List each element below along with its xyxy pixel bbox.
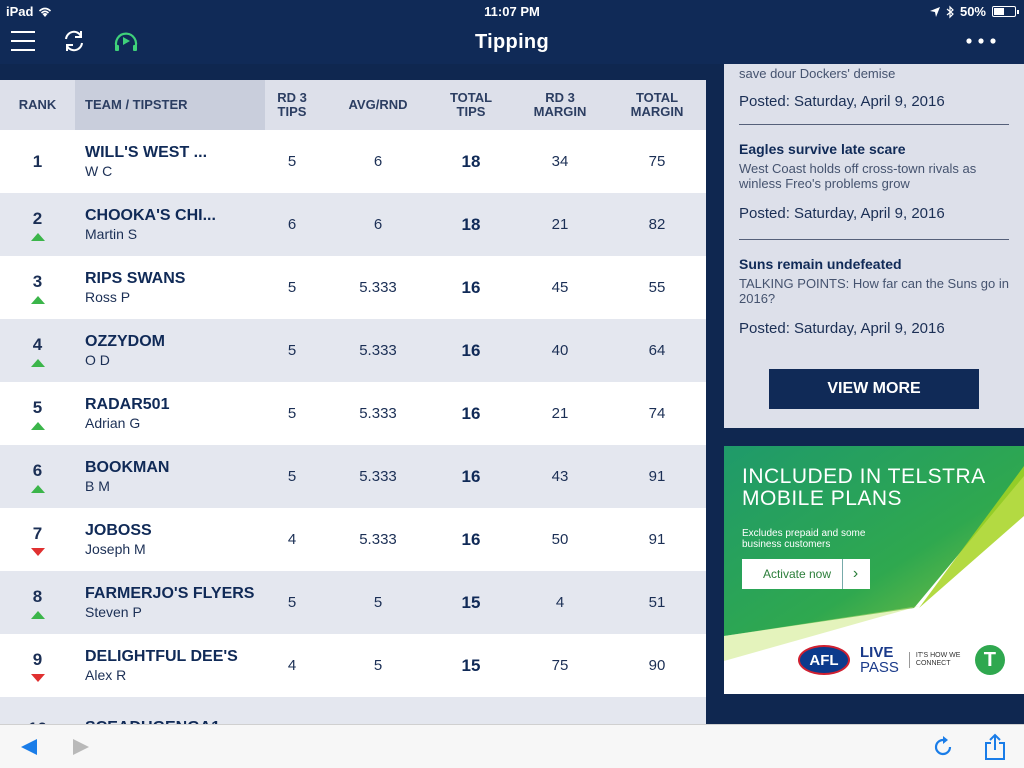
top-bar bbox=[0, 0, 1024, 64]
tipster-name: Joseph M bbox=[85, 541, 146, 557]
header-avg[interactable]: AVG/RND bbox=[348, 97, 408, 112]
rank-number: 3 bbox=[32, 271, 43, 291]
cell-rd-margin: 45 bbox=[551, 279, 569, 296]
reload-icon[interactable] bbox=[928, 733, 958, 761]
location-icon bbox=[930, 7, 940, 17]
rank-number: 8 bbox=[32, 586, 43, 606]
cell-avg: 6 bbox=[373, 153, 383, 170]
cell-rd-margin: 34 bbox=[551, 153, 569, 170]
device-label: iPad bbox=[6, 4, 34, 19]
team-name: JOBOSS bbox=[85, 522, 152, 539]
cell-rd-margin: 4 bbox=[555, 594, 565, 611]
ad-subtext: Excludes prepaid and some business customers bbox=[742, 528, 866, 550]
forward-arrow-icon[interactable] bbox=[66, 733, 96, 761]
cell-rank bbox=[0, 634, 75, 697]
tipster-name: Alex R bbox=[85, 667, 127, 683]
news-item-fragment[interactable] bbox=[739, 62, 1009, 110]
cell-avg: 5 bbox=[373, 657, 383, 674]
cell-team bbox=[85, 130, 265, 193]
tipster-name: Adrian G bbox=[85, 415, 141, 431]
cell-avg: 5.333 bbox=[359, 342, 397, 359]
cell-total-margin: 91 bbox=[648, 531, 666, 548]
table-row[interactable] bbox=[0, 508, 706, 571]
rank-number: 5 bbox=[32, 397, 43, 417]
team-name: WILL'S WEST ... bbox=[85, 144, 208, 161]
team-name: RIPS SWANS bbox=[85, 270, 186, 287]
cell-total-tips: 16 bbox=[461, 277, 481, 297]
table-row[interactable] bbox=[0, 193, 706, 256]
bluetooth-icon bbox=[946, 6, 954, 18]
trend-up-icon bbox=[31, 296, 45, 304]
cell-total-margin: 74 bbox=[648, 405, 666, 422]
cell-rd-tips: 5 bbox=[287, 153, 297, 170]
table-row[interactable] bbox=[0, 319, 706, 382]
table-row[interactable] bbox=[0, 634, 706, 697]
cell-total-tips: 16 bbox=[461, 340, 481, 360]
tipster-name: B M bbox=[85, 478, 110, 494]
cell-rank bbox=[0, 130, 75, 193]
pass-text: PASS bbox=[860, 659, 899, 676]
rank-number: 2 bbox=[32, 208, 43, 228]
news-posted: Posted: Saturday, April 9, 2016 bbox=[739, 93, 945, 110]
cell-rank bbox=[0, 571, 75, 634]
cell-rd-tips: 5 bbox=[287, 342, 297, 359]
header-rd-tips[interactable]: RD 3 TIPS bbox=[277, 90, 307, 119]
news-posted: Posted: Saturday, April 9, 2016 bbox=[739, 205, 945, 222]
table-header bbox=[0, 80, 706, 130]
cell-team bbox=[85, 382, 265, 445]
activate-now-label: Activate now bbox=[762, 567, 832, 581]
team-name: FARMERJO'S FLYERS bbox=[85, 585, 255, 602]
cell-rd-tips: 4 bbox=[287, 531, 297, 548]
cell-total-tips: 18 bbox=[461, 151, 481, 171]
cell-rd-margin: 75 bbox=[551, 657, 569, 674]
rank-number: 9 bbox=[32, 649, 43, 669]
share-icon[interactable] bbox=[980, 733, 1010, 761]
leaderboard-table bbox=[0, 64, 706, 724]
cell-rank bbox=[0, 445, 75, 508]
cell-team bbox=[85, 445, 265, 508]
cell-rd-tips: 5 bbox=[287, 468, 297, 485]
tipster-name: W C bbox=[85, 163, 113, 179]
status-bar bbox=[0, 0, 1024, 22]
cell-rank bbox=[0, 382, 75, 445]
cell-rd-margin: 21 bbox=[551, 216, 569, 233]
header-team[interactable]: TEAM / TIPSTER bbox=[75, 80, 265, 130]
cell-avg: 5.333 bbox=[359, 531, 397, 548]
ad-headline: INCLUDED IN TELSTRA MOBILE PLANS bbox=[742, 465, 985, 510]
cell-team bbox=[85, 256, 265, 319]
cell-avg: 5.333 bbox=[359, 279, 397, 296]
tipster-name: Ross P bbox=[85, 289, 131, 305]
table-row[interactable] bbox=[0, 130, 706, 193]
live-pass-logo bbox=[860, 645, 899, 675]
cell-total-tips: 16 bbox=[461, 529, 481, 549]
cell-total-tips: 15 bbox=[461, 655, 481, 675]
cell-total-margin: 75 bbox=[648, 153, 666, 170]
news-headline: Eagles survive late scare bbox=[739, 141, 906, 157]
cell-total-margin: 91 bbox=[648, 468, 666, 485]
cell-rd-margin: 43 bbox=[551, 468, 569, 485]
cell-total-margin: 82 bbox=[648, 216, 666, 233]
trend-up-icon bbox=[31, 359, 45, 367]
rank-number: 7 bbox=[32, 523, 43, 543]
team-name: OZZYDOM bbox=[85, 333, 165, 350]
cell-avg: 5 bbox=[373, 594, 383, 611]
divider bbox=[739, 124, 1009, 125]
cell-total-tips: 15 bbox=[461, 592, 481, 612]
trend-up-icon bbox=[31, 233, 45, 241]
cell-rd-margin: 40 bbox=[551, 342, 569, 359]
battery-percent: 50% bbox=[959, 4, 986, 19]
cell-total-tips: 18 bbox=[461, 214, 481, 234]
cell-team bbox=[85, 508, 265, 571]
tipster-name: Martin S bbox=[85, 226, 138, 242]
cell-total-margin: 55 bbox=[648, 279, 666, 296]
team-name: BOOKMAN bbox=[85, 459, 170, 476]
cell-rd-tips: 4 bbox=[287, 657, 297, 674]
cell-total-tips: 16 bbox=[461, 466, 481, 486]
ad-logos bbox=[798, 642, 1005, 678]
rank-number: 6 bbox=[32, 460, 43, 480]
table-row[interactable] bbox=[0, 571, 706, 634]
cell-avg: 5.333 bbox=[359, 468, 397, 485]
telstra-logo: T bbox=[975, 645, 1005, 675]
team-name: DELIGHTFUL DEE'S bbox=[85, 648, 238, 665]
news-desc: save dour Dockers' demise bbox=[739, 66, 896, 81]
cell-total-margin: 64 bbox=[648, 342, 666, 359]
cell-total-margin: 90 bbox=[648, 657, 666, 674]
table-top-spacer bbox=[0, 64, 706, 80]
header-rank[interactable]: RANK bbox=[18, 97, 57, 112]
cell-team bbox=[85, 571, 265, 634]
rank-number: 1 bbox=[32, 151, 43, 171]
header-rd-margin[interactable]: RD 3 MARGIN bbox=[533, 90, 587, 119]
battery-icon bbox=[992, 6, 1016, 17]
chevron-right-icon: › bbox=[842, 559, 868, 589]
cell-team bbox=[85, 193, 265, 256]
ad-tagline: IT'S HOW WE CONNECT bbox=[909, 652, 965, 668]
cell-rd-tips: 6 bbox=[287, 216, 297, 233]
cell-rank bbox=[0, 256, 75, 319]
news-headline: Suns remain undefeated bbox=[739, 256, 902, 272]
divider bbox=[739, 239, 1009, 240]
view-more-button[interactable]: VIEW MORE bbox=[769, 369, 979, 409]
tipster-name: O D bbox=[85, 352, 110, 368]
cell-avg: 5.333 bbox=[359, 405, 397, 422]
cell-total-margin: 51 bbox=[648, 594, 666, 611]
tipster-name: Steven P bbox=[85, 604, 142, 620]
cell-total-tips: 16 bbox=[461, 403, 481, 423]
afl-logo: AFL bbox=[798, 645, 850, 675]
rank-number: 4 bbox=[32, 334, 43, 354]
cell-avg: 6 bbox=[373, 216, 383, 233]
cell-rank bbox=[0, 319, 75, 382]
cell-team bbox=[85, 634, 265, 697]
table-row[interactable] bbox=[0, 445, 706, 508]
team-name: RADAR501 bbox=[85, 396, 170, 413]
telstra-ad-banner[interactable] bbox=[724, 446, 1024, 694]
table-row[interactable] bbox=[0, 382, 706, 445]
cell-rd-tips: 5 bbox=[287, 279, 297, 296]
cell-rd-tips: 5 bbox=[287, 405, 297, 422]
browser-toolbar bbox=[0, 724, 1024, 768]
clock: 11:07 PM bbox=[484, 4, 540, 19]
cell-rd-margin: 21 bbox=[551, 405, 569, 422]
battery-fill bbox=[994, 8, 1004, 15]
trend-up-icon bbox=[31, 422, 45, 430]
table-row[interactable] bbox=[0, 256, 706, 319]
back-arrow-icon[interactable] bbox=[14, 733, 44, 761]
header-total-margin[interactable]: TOTAL MARGIN bbox=[630, 90, 684, 119]
trend-down-icon bbox=[31, 548, 45, 556]
live-text: LIVE bbox=[860, 644, 894, 661]
news-panel bbox=[724, 64, 1024, 428]
activate-now-button[interactable] bbox=[742, 559, 870, 589]
news-desc: West Coast holds off cross-town rivals as winless Freo's problems grow bbox=[739, 161, 977, 191]
page-title: Tipping bbox=[475, 31, 549, 53]
cell-team bbox=[85, 319, 265, 382]
news-item[interactable] bbox=[739, 256, 1009, 337]
trend-down-icon bbox=[31, 674, 45, 682]
news-item[interactable] bbox=[739, 141, 1009, 222]
header-total-tips[interactable]: TOTAL TIPS bbox=[449, 90, 493, 119]
cell-rank bbox=[0, 508, 75, 571]
cell-rd-margin: 50 bbox=[551, 531, 569, 548]
cell-rank bbox=[0, 193, 75, 256]
more-options-icon[interactable] bbox=[964, 28, 998, 54]
trend-up-icon bbox=[31, 611, 45, 619]
news-desc: TALKING POINTS: How far can the Suns go in 2016? bbox=[739, 276, 1009, 306]
news-posted: Posted: Saturday, April 9, 2016 bbox=[739, 320, 945, 337]
trend-up-icon bbox=[31, 485, 45, 493]
cell-rd-tips: 5 bbox=[287, 594, 297, 611]
team-name: CHOOKA'S CHI... bbox=[85, 207, 216, 224]
